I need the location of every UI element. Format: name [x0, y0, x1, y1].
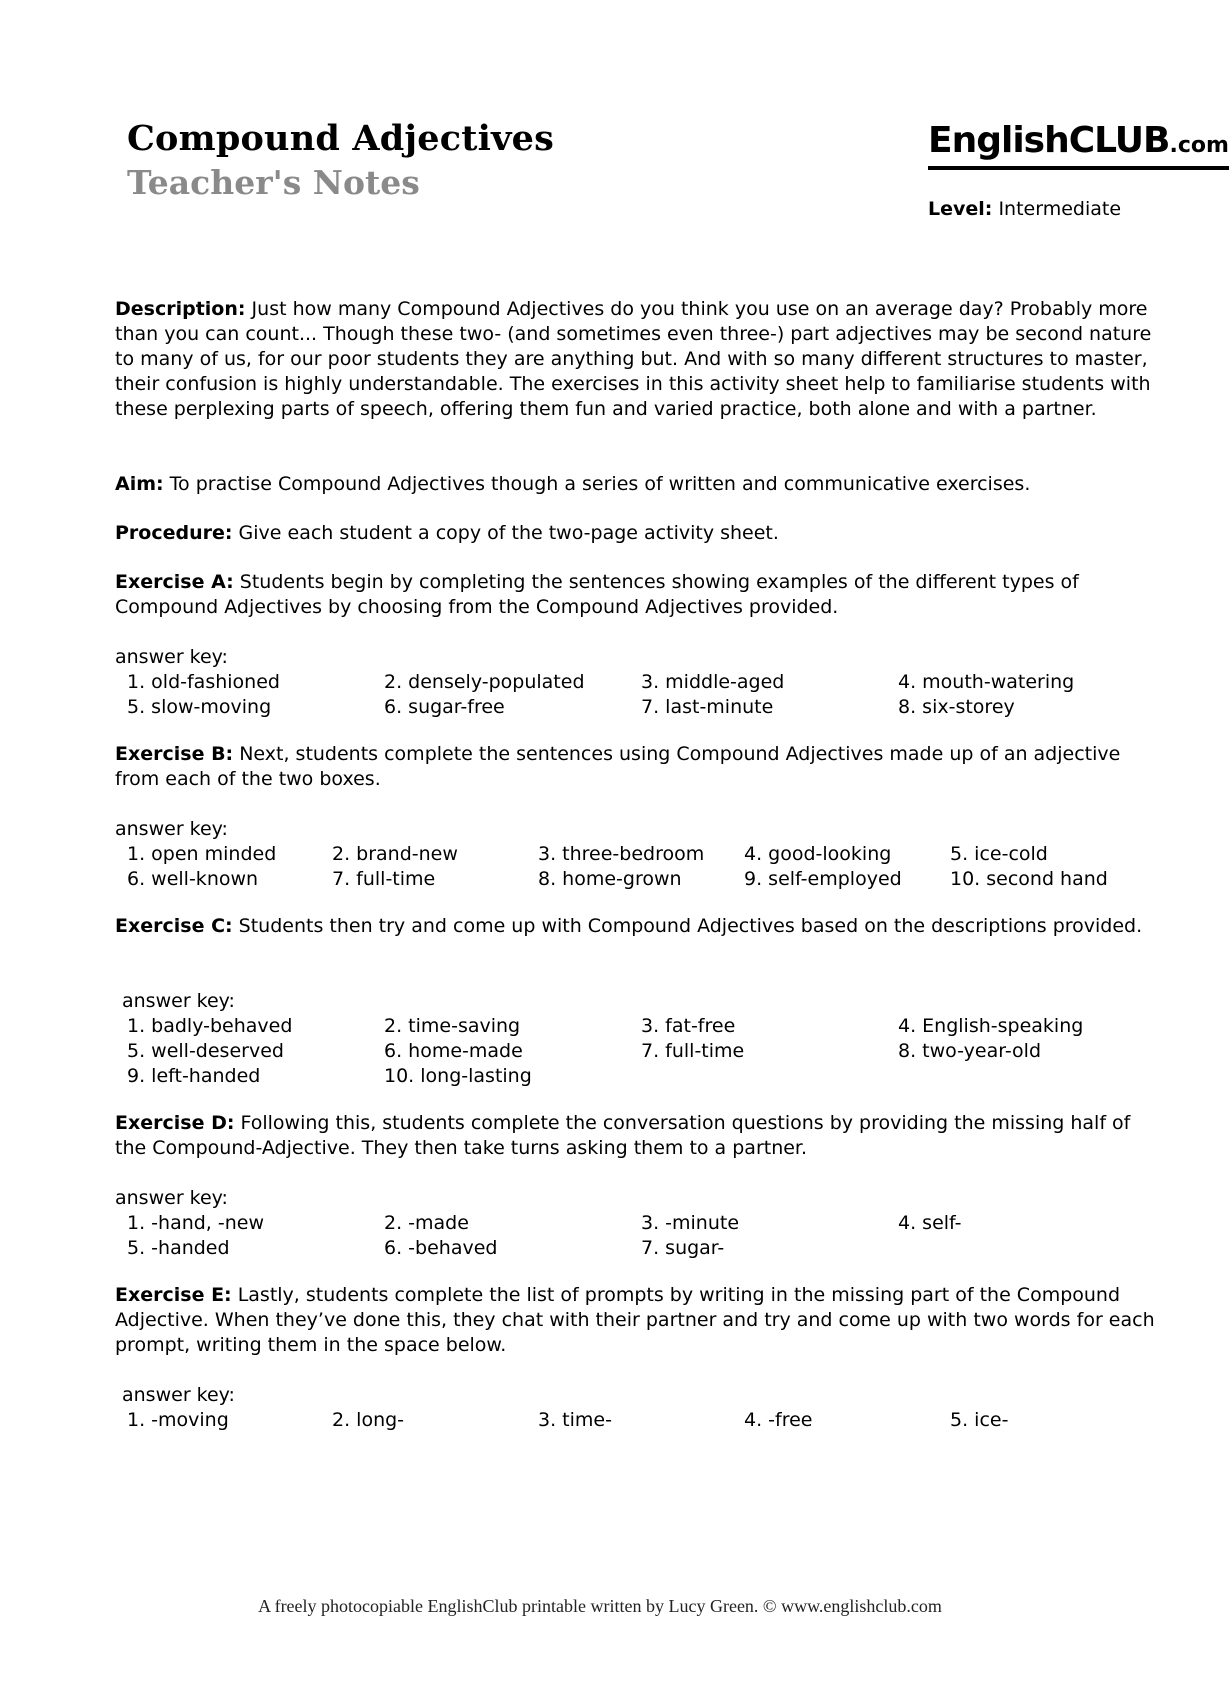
answer-item: 8. six-storey	[898, 696, 1015, 718]
answer-item: 1. old-fashioned	[127, 671, 280, 693]
exercise-e-text: Lastly, students complete the list of prompts by writing in the missing part of the Compound Adjective. When they’ve done this, they chat with their partner and try and come up with two words for each prompt, writing them in the space below.	[115, 1284, 1155, 1356]
answer-item: 3. three-bedroom	[538, 843, 705, 865]
exercise-c-label: Exercise C:	[115, 915, 233, 937]
answer-item: 4. -free	[744, 1409, 813, 1431]
level-value: Intermediate	[998, 198, 1122, 220]
answer-item: 4. self-	[898, 1212, 962, 1234]
page-title: Compound Adjectives	[127, 118, 555, 159]
exercise-c-section	[115, 914, 1155, 939]
answer-item: 1. badly-behaved	[127, 1015, 293, 1037]
exercise-a-label: Exercise A:	[115, 571, 234, 593]
answer-item: 6. well-known	[127, 868, 259, 890]
logo-text: EnglishCLUB	[928, 120, 1170, 161]
answer-item: 2. time-saving	[384, 1015, 521, 1037]
exercise-b-key-label: answer key:	[115, 818, 228, 840]
exercise-b-label: Exercise B:	[115, 743, 234, 765]
answer-item: 5. slow-moving	[127, 696, 272, 718]
exercise-c-text: Students then try and come up with Compound Adjectives based on the descriptions provided.	[238, 915, 1143, 937]
exercise-d-label: Exercise D:	[115, 1112, 235, 1134]
answer-item: 2. -made	[384, 1212, 469, 1234]
answer-item: 2. densely-populated	[384, 671, 585, 693]
answer-item: 3. time-	[538, 1409, 612, 1431]
level-label: Level:	[928, 198, 993, 220]
answer-item: 3. middle-aged	[641, 671, 785, 693]
answer-item: 7. last-minute	[641, 696, 774, 718]
aim-section	[115, 472, 1155, 497]
description-text: Just how many Compound Adjectives do you think you use on an average day? Probably more than you can count... Though these two- (and sometimes even three-) part adjectives may be second nature to many of us, for our poor students they are anything but. And with so many different structures to master, their confusion is highly understandable. The exercises in this activity sheet help to familiarise students with these perplexing parts of speech, offering them fun and varied practice, both alone and with a partner.	[115, 298, 1152, 420]
answer-item: 2. brand-new	[332, 843, 458, 865]
exercise-d-section	[115, 1111, 1155, 1161]
page-footer: A freely photocopiable EnglishClub printable written by Lucy Green. © www.englishclub.com	[258, 1596, 942, 1616]
answer-item: 5. well-deserved	[127, 1040, 284, 1062]
englishclub-logo	[928, 121, 1229, 170]
exercise-e-key-label: answer key:	[122, 1384, 235, 1406]
description-label: Description:	[115, 298, 246, 320]
exercise-e-label: Exercise E:	[115, 1284, 232, 1306]
aim-text: To practise Compound Adjectives though a series of written and communicative exercises.	[169, 473, 1031, 495]
answer-item: 1. -moving	[127, 1409, 229, 1431]
answer-item: 8. two-year-old	[898, 1040, 1042, 1062]
description-section	[115, 297, 1155, 422]
exercise-b-section	[115, 742, 1155, 792]
level-indicator	[928, 198, 1121, 220]
answer-item: 7. full-time	[332, 868, 436, 890]
answer-item: 7. full-time	[641, 1040, 745, 1062]
aim-label: Aim:	[115, 473, 164, 495]
exercise-a-text: Students begin by completing the sentences showing examples of the different types of Compound Adjectives by choosing from the Compound Adjectives provided.	[115, 571, 1079, 618]
page-subtitle: Teacher's Notes	[127, 163, 420, 202]
exercise-e-section	[115, 1283, 1155, 1358]
exercise-c-key-label: answer key:	[122, 990, 235, 1012]
exercise-a-key-label: answer key:	[115, 646, 228, 668]
answer-item: 10. long-lasting	[384, 1065, 532, 1087]
answer-item: 6. sugar-free	[384, 696, 505, 718]
answer-item: 8. home-grown	[538, 868, 682, 890]
answer-item: 4. English-speaking	[898, 1015, 1084, 1037]
logo-suffix: .com	[1169, 133, 1229, 158]
procedure-label: Procedure:	[115, 522, 233, 544]
procedure-section	[115, 521, 1155, 546]
answer-item: 3. fat-free	[641, 1015, 736, 1037]
answer-item: 4. good-looking	[744, 843, 892, 865]
answer-item: 7. sugar-	[641, 1237, 725, 1259]
exercise-b-text: Next, students complete the sentences using Compound Adjectives made up of an adjective from each of the two boxes.	[115, 743, 1121, 790]
answer-item: 1. open minded	[127, 843, 277, 865]
exercise-d-text: Following this, students complete the conversation questions by providing the missing half of the Compound-Adjective. They then take turns asking them to a partner.	[115, 1112, 1131, 1159]
exercise-a-section	[115, 570, 1155, 620]
answer-item: 4. mouth-watering	[898, 671, 1075, 693]
answer-item: 3. -minute	[641, 1212, 740, 1234]
answer-item: 5. ice-	[950, 1409, 1009, 1431]
answer-item: 9. self-employed	[744, 868, 902, 890]
answer-item: 1. -hand, -new	[127, 1212, 265, 1234]
exercise-d-key-label: answer key:	[115, 1187, 228, 1209]
answer-item: 5. ice-cold	[950, 843, 1048, 865]
answer-item: 2. long-	[332, 1409, 405, 1431]
answer-item: 5. -handed	[127, 1237, 230, 1259]
answer-item: 9. left-handed	[127, 1065, 261, 1087]
procedure-text: Give each student a copy of the two-page activity sheet.	[238, 522, 779, 544]
answer-item: 10. second hand	[950, 868, 1108, 890]
answer-item: 6. -behaved	[384, 1237, 498, 1259]
answer-item: 6. home-made	[384, 1040, 523, 1062]
